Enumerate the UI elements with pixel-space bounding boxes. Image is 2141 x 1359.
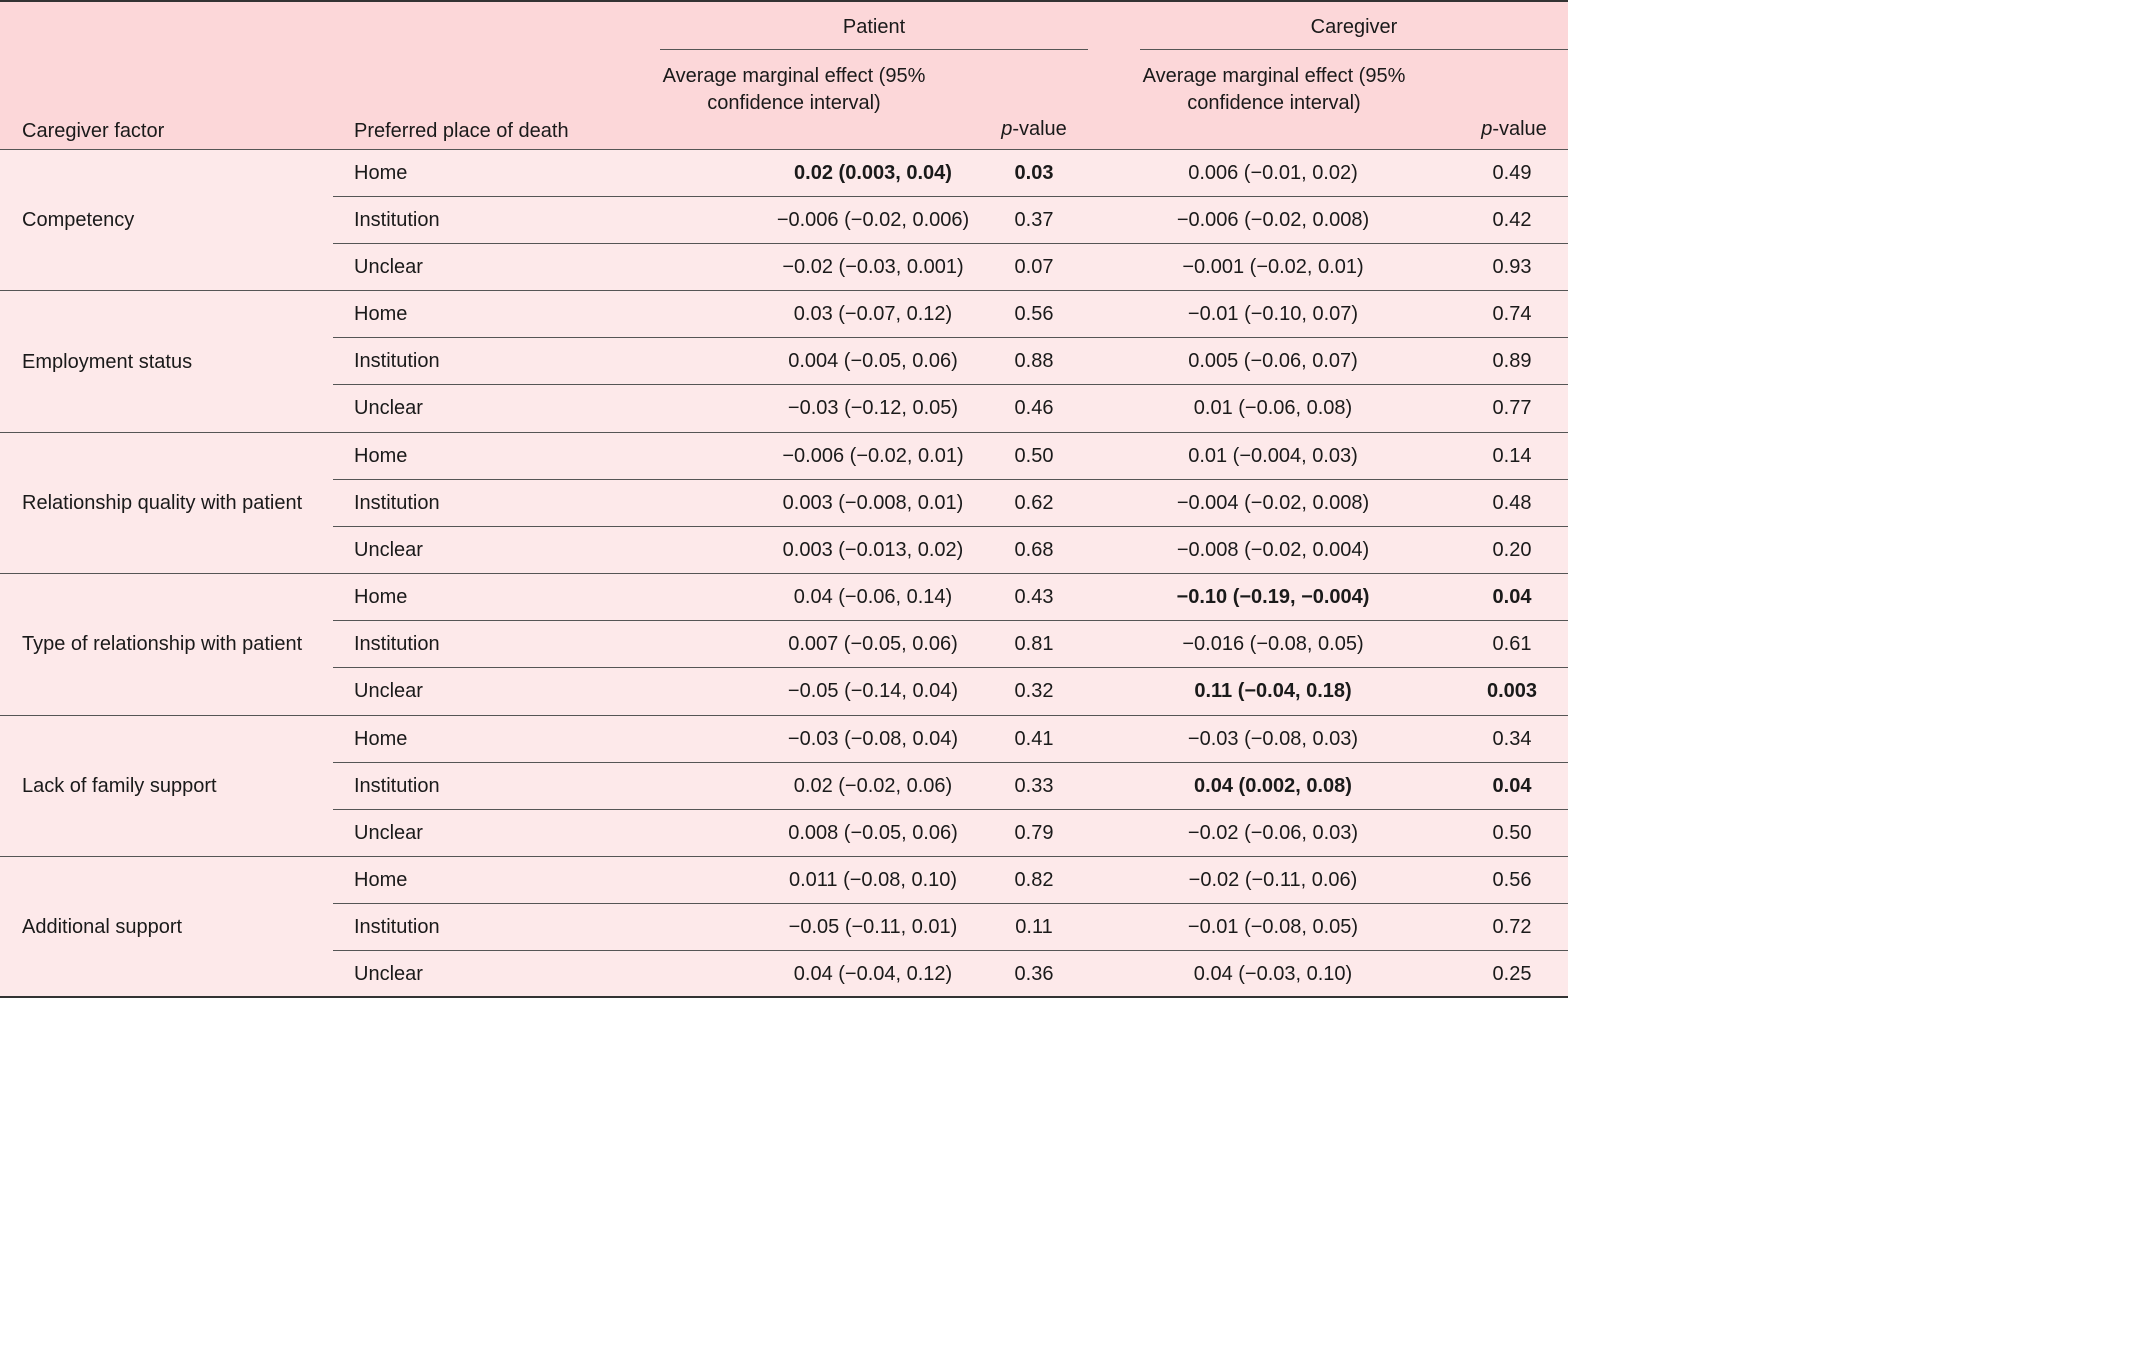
caregiver-factor-cell: Type of relationship with patient bbox=[22, 633, 303, 656]
table-row bbox=[333, 763, 1568, 810]
place-of-death-cell: Home bbox=[354, 727, 408, 750]
patient-pvalue-cell: 0.43 bbox=[1014, 586, 1054, 609]
place-of-death-cell: Institution bbox=[354, 774, 440, 797]
header-group-patient: Patient bbox=[842, 16, 906, 38]
patient-pvalue-cell: 0.32 bbox=[1014, 680, 1054, 703]
caregiver-pvalue-cell: 0.25 bbox=[1492, 962, 1532, 985]
caregiver-ame-cell: −0.02 (−0.06, 0.03) bbox=[1187, 821, 1359, 844]
patient-pvalue-cell: 0.81 bbox=[1014, 633, 1054, 656]
caregiver-pvalue-cell: 0.72 bbox=[1492, 915, 1532, 938]
caregiver-ame-cell: −0.006 (−0.02, 0.008) bbox=[1176, 209, 1370, 231]
header-caregiver-factor: Caregiver factor bbox=[22, 120, 165, 142]
patient-ame-cell: 0.02 (0.003, 0.04) bbox=[794, 162, 952, 184]
caregiver-pvalue-cell: 0.61 bbox=[1492, 633, 1532, 656]
caregiver-factor-cell: Additional support bbox=[22, 915, 183, 938]
caregiver-ame-cell: −0.01 (−0.08, 0.05) bbox=[1187, 915, 1359, 938]
caregiver-factor-cell: Employment status bbox=[22, 350, 193, 373]
patient-ame-cell: −0.03 (−0.12, 0.05) bbox=[787, 397, 959, 420]
patient-ame-cell: −0.05 (−0.11, 0.01) bbox=[788, 915, 958, 938]
caregiver-pvalue-cell: 0.49 bbox=[1492, 162, 1532, 184]
factor-group bbox=[0, 857, 1568, 998]
patient-pvalue-cell: 0.88 bbox=[1014, 350, 1054, 373]
table-row bbox=[333, 480, 1568, 527]
patient-pvalue-cell: 0.03 bbox=[1014, 162, 1054, 184]
patient-pvalue-cell: 0.41 bbox=[1014, 727, 1054, 750]
caregiver-ame-cell: −0.01 (−0.10, 0.07) bbox=[1187, 303, 1359, 326]
table-row bbox=[333, 433, 1568, 480]
caregiver-pvalue-cell: 0.04 bbox=[1492, 586, 1532, 609]
patient-ame-cell: 0.03 (−0.07, 0.12) bbox=[793, 303, 953, 326]
caregiver-ame-cell: −0.016 (−0.08, 0.05) bbox=[1182, 633, 1364, 656]
patient-pvalue-cell: 0.07 bbox=[1014, 256, 1054, 278]
header-patient-ame: Average marginal effect (95% confidence interval) bbox=[662, 65, 926, 114]
factor-group bbox=[0, 291, 1568, 432]
caregiver-ame-cell: −0.001 (−0.02, 0.01) bbox=[1182, 256, 1364, 278]
caregiver-ame-cell: 0.04 (0.002, 0.08) bbox=[1194, 774, 1352, 797]
place-of-death-cell: Institution bbox=[354, 209, 440, 231]
caregiver-pvalue-cell: 0.04 bbox=[1492, 774, 1532, 797]
caregiver-factor-cell: Competency bbox=[22, 209, 135, 232]
table-row bbox=[333, 951, 1568, 998]
place-of-death-cell: Unclear bbox=[354, 821, 423, 844]
caregiver-ame-cell: −0.10 (−0.19, −0.004) bbox=[1176, 586, 1370, 609]
table-row bbox=[333, 716, 1568, 763]
place-of-death-cell: Unclear bbox=[354, 397, 423, 420]
caregiver-ame-cell: −0.004 (−0.02, 0.008) bbox=[1176, 491, 1370, 514]
factor-group bbox=[0, 574, 1568, 715]
place-of-death-cell: Home bbox=[354, 868, 408, 891]
pvalue-italic: p bbox=[1481, 118, 1493, 140]
caregiver-ame-cell: 0.01 (−0.004, 0.03) bbox=[1188, 444, 1358, 467]
patient-pvalue-cell: 0.37 bbox=[1014, 209, 1054, 231]
patient-ame-cell: 0.004 (−0.05, 0.06) bbox=[788, 350, 958, 373]
table-row bbox=[333, 385, 1568, 432]
pvalue-suffix: -value bbox=[1492, 118, 1547, 140]
table-row bbox=[333, 621, 1568, 668]
place-of-death-cell: Home bbox=[354, 162, 408, 184]
patient-pvalue-cell: 0.68 bbox=[1014, 538, 1054, 561]
header-preferred-place: Preferred place of death bbox=[354, 120, 569, 142]
patient-pvalue-cell: 0.33 bbox=[1014, 774, 1054, 797]
place-of-death-cell: Home bbox=[354, 586, 408, 609]
place-of-death-cell: Unclear bbox=[354, 538, 423, 561]
factor-group bbox=[0, 716, 1568, 857]
patient-pvalue-cell: 0.46 bbox=[1014, 397, 1054, 420]
patient-ame-cell: 0.003 (−0.008, 0.01) bbox=[782, 491, 964, 514]
patient-pvalue-cell: 0.62 bbox=[1014, 491, 1054, 514]
patient-ame-cell: 0.011 (−0.08, 0.10) bbox=[788, 868, 958, 891]
caregiver-ame-cell: −0.008 (−0.02, 0.004) bbox=[1176, 538, 1370, 561]
table-row bbox=[333, 668, 1568, 715]
table-row bbox=[333, 904, 1568, 951]
place-of-death-cell: Home bbox=[354, 444, 408, 467]
caregiver-pvalue-cell: 0.77 bbox=[1492, 397, 1532, 420]
place-of-death-cell: Unclear bbox=[354, 962, 423, 985]
patient-ame-cell: −0.05 (−0.14, 0.04) bbox=[787, 680, 959, 703]
header-rule-caregiver bbox=[1140, 49, 1568, 50]
caregiver-ame-cell: 0.01 (−0.06, 0.08) bbox=[1193, 397, 1353, 420]
patient-pvalue-cell: 0.36 bbox=[1014, 962, 1054, 985]
caregiver-pvalue-cell: 0.50 bbox=[1492, 821, 1532, 844]
caregiver-pvalue-cell: 0.42 bbox=[1492, 209, 1532, 231]
table-row bbox=[333, 574, 1568, 621]
caregiver-pvalue-cell: 0.20 bbox=[1492, 538, 1532, 561]
patient-ame-cell: −0.03 (−0.08, 0.04) bbox=[787, 727, 959, 750]
patient-pvalue-cell: 0.56 bbox=[1014, 303, 1054, 326]
table-row bbox=[333, 150, 1568, 197]
patient-ame-cell: 0.008 (−0.05, 0.06) bbox=[788, 821, 958, 844]
pvalue-suffix: -value bbox=[1012, 118, 1067, 140]
caregiver-pvalue-cell: 0.56 bbox=[1492, 868, 1532, 891]
factor-group bbox=[0, 150, 1568, 291]
table-row bbox=[333, 857, 1568, 904]
place-of-death-cell: Home bbox=[354, 303, 408, 326]
place-of-death-cell: Unclear bbox=[354, 256, 423, 278]
table-row bbox=[333, 527, 1568, 574]
caregiver-pvalue-cell: 0.14 bbox=[1492, 444, 1532, 467]
caregiver-ame-cell: −0.02 (−0.11, 0.06) bbox=[1188, 868, 1358, 891]
header-patient-pvalue bbox=[979, 118, 1089, 141]
table-header bbox=[0, 0, 1568, 150]
table-body bbox=[0, 150, 1568, 998]
table-row bbox=[333, 197, 1568, 244]
place-of-death-cell: Institution bbox=[354, 633, 440, 656]
header-group-caregiver: Caregiver bbox=[1310, 16, 1398, 38]
caregiver-ame-cell: −0.03 (−0.08, 0.03) bbox=[1187, 727, 1359, 750]
caregiver-factor-cell: Lack of family support bbox=[22, 774, 217, 797]
table-row bbox=[333, 244, 1568, 291]
patient-ame-cell: 0.04 (−0.04, 0.12) bbox=[793, 962, 953, 985]
patient-pvalue-cell: 0.82 bbox=[1014, 868, 1054, 891]
caregiver-pvalue-cell: 0.003 bbox=[1486, 680, 1538, 703]
place-of-death-cell: Institution bbox=[354, 915, 440, 938]
patient-pvalue-cell: 0.11 bbox=[1015, 915, 1053, 938]
pvalue-italic: p bbox=[1001, 118, 1013, 140]
patient-ame-cell: −0.006 (−0.02, 0.006) bbox=[776, 209, 970, 231]
factor-group bbox=[0, 433, 1568, 574]
table-row bbox=[333, 338, 1568, 385]
header-caregiver-ame: Average marginal effect (95% confidence interval) bbox=[1142, 65, 1406, 114]
place-of-death-cell: Institution bbox=[354, 350, 440, 373]
patient-ame-cell: 0.003 (−0.013, 0.02) bbox=[782, 538, 964, 561]
patient-ame-cell: 0.02 (−0.02, 0.06) bbox=[793, 774, 953, 797]
caregiver-ame-cell: 0.11 (−0.04, 0.18) bbox=[1194, 680, 1352, 703]
caregiver-ame-cell: 0.005 (−0.06, 0.07) bbox=[1188, 350, 1358, 373]
caregiver-pvalue-cell: 0.89 bbox=[1492, 350, 1532, 373]
patient-ame-cell: 0.007 (−0.05, 0.06) bbox=[788, 633, 958, 656]
caregiver-pvalue-cell: 0.48 bbox=[1492, 491, 1532, 514]
caregiver-ame-cell: 0.04 (−0.03, 0.10) bbox=[1193, 962, 1353, 985]
caregiver-factor-cell: Relationship quality with patient bbox=[22, 491, 303, 514]
patient-pvalue-cell: 0.50 bbox=[1014, 444, 1054, 467]
caregiver-ame-cell: 0.006 (−0.01, 0.02) bbox=[1188, 162, 1358, 184]
place-of-death-cell: Institution bbox=[354, 491, 440, 514]
patient-ame-cell: −0.006 (−0.02, 0.01) bbox=[782, 444, 964, 467]
patient-ame-cell: −0.02 (−0.03, 0.001) bbox=[782, 256, 964, 278]
header-caregiver-pvalue bbox=[1459, 118, 1569, 141]
table-row bbox=[333, 810, 1568, 857]
caregiver-pvalue-cell: 0.93 bbox=[1492, 256, 1532, 278]
table-row bbox=[333, 291, 1568, 338]
caregiver-pvalue-cell: 0.74 bbox=[1492, 303, 1532, 326]
header-rule-patient bbox=[660, 49, 1088, 50]
caregiver-pvalue-cell: 0.34 bbox=[1492, 727, 1532, 750]
patient-ame-cell: 0.04 (−0.06, 0.14) bbox=[793, 586, 953, 609]
place-of-death-cell: Unclear bbox=[354, 680, 423, 703]
patient-pvalue-cell: 0.79 bbox=[1014, 821, 1054, 844]
